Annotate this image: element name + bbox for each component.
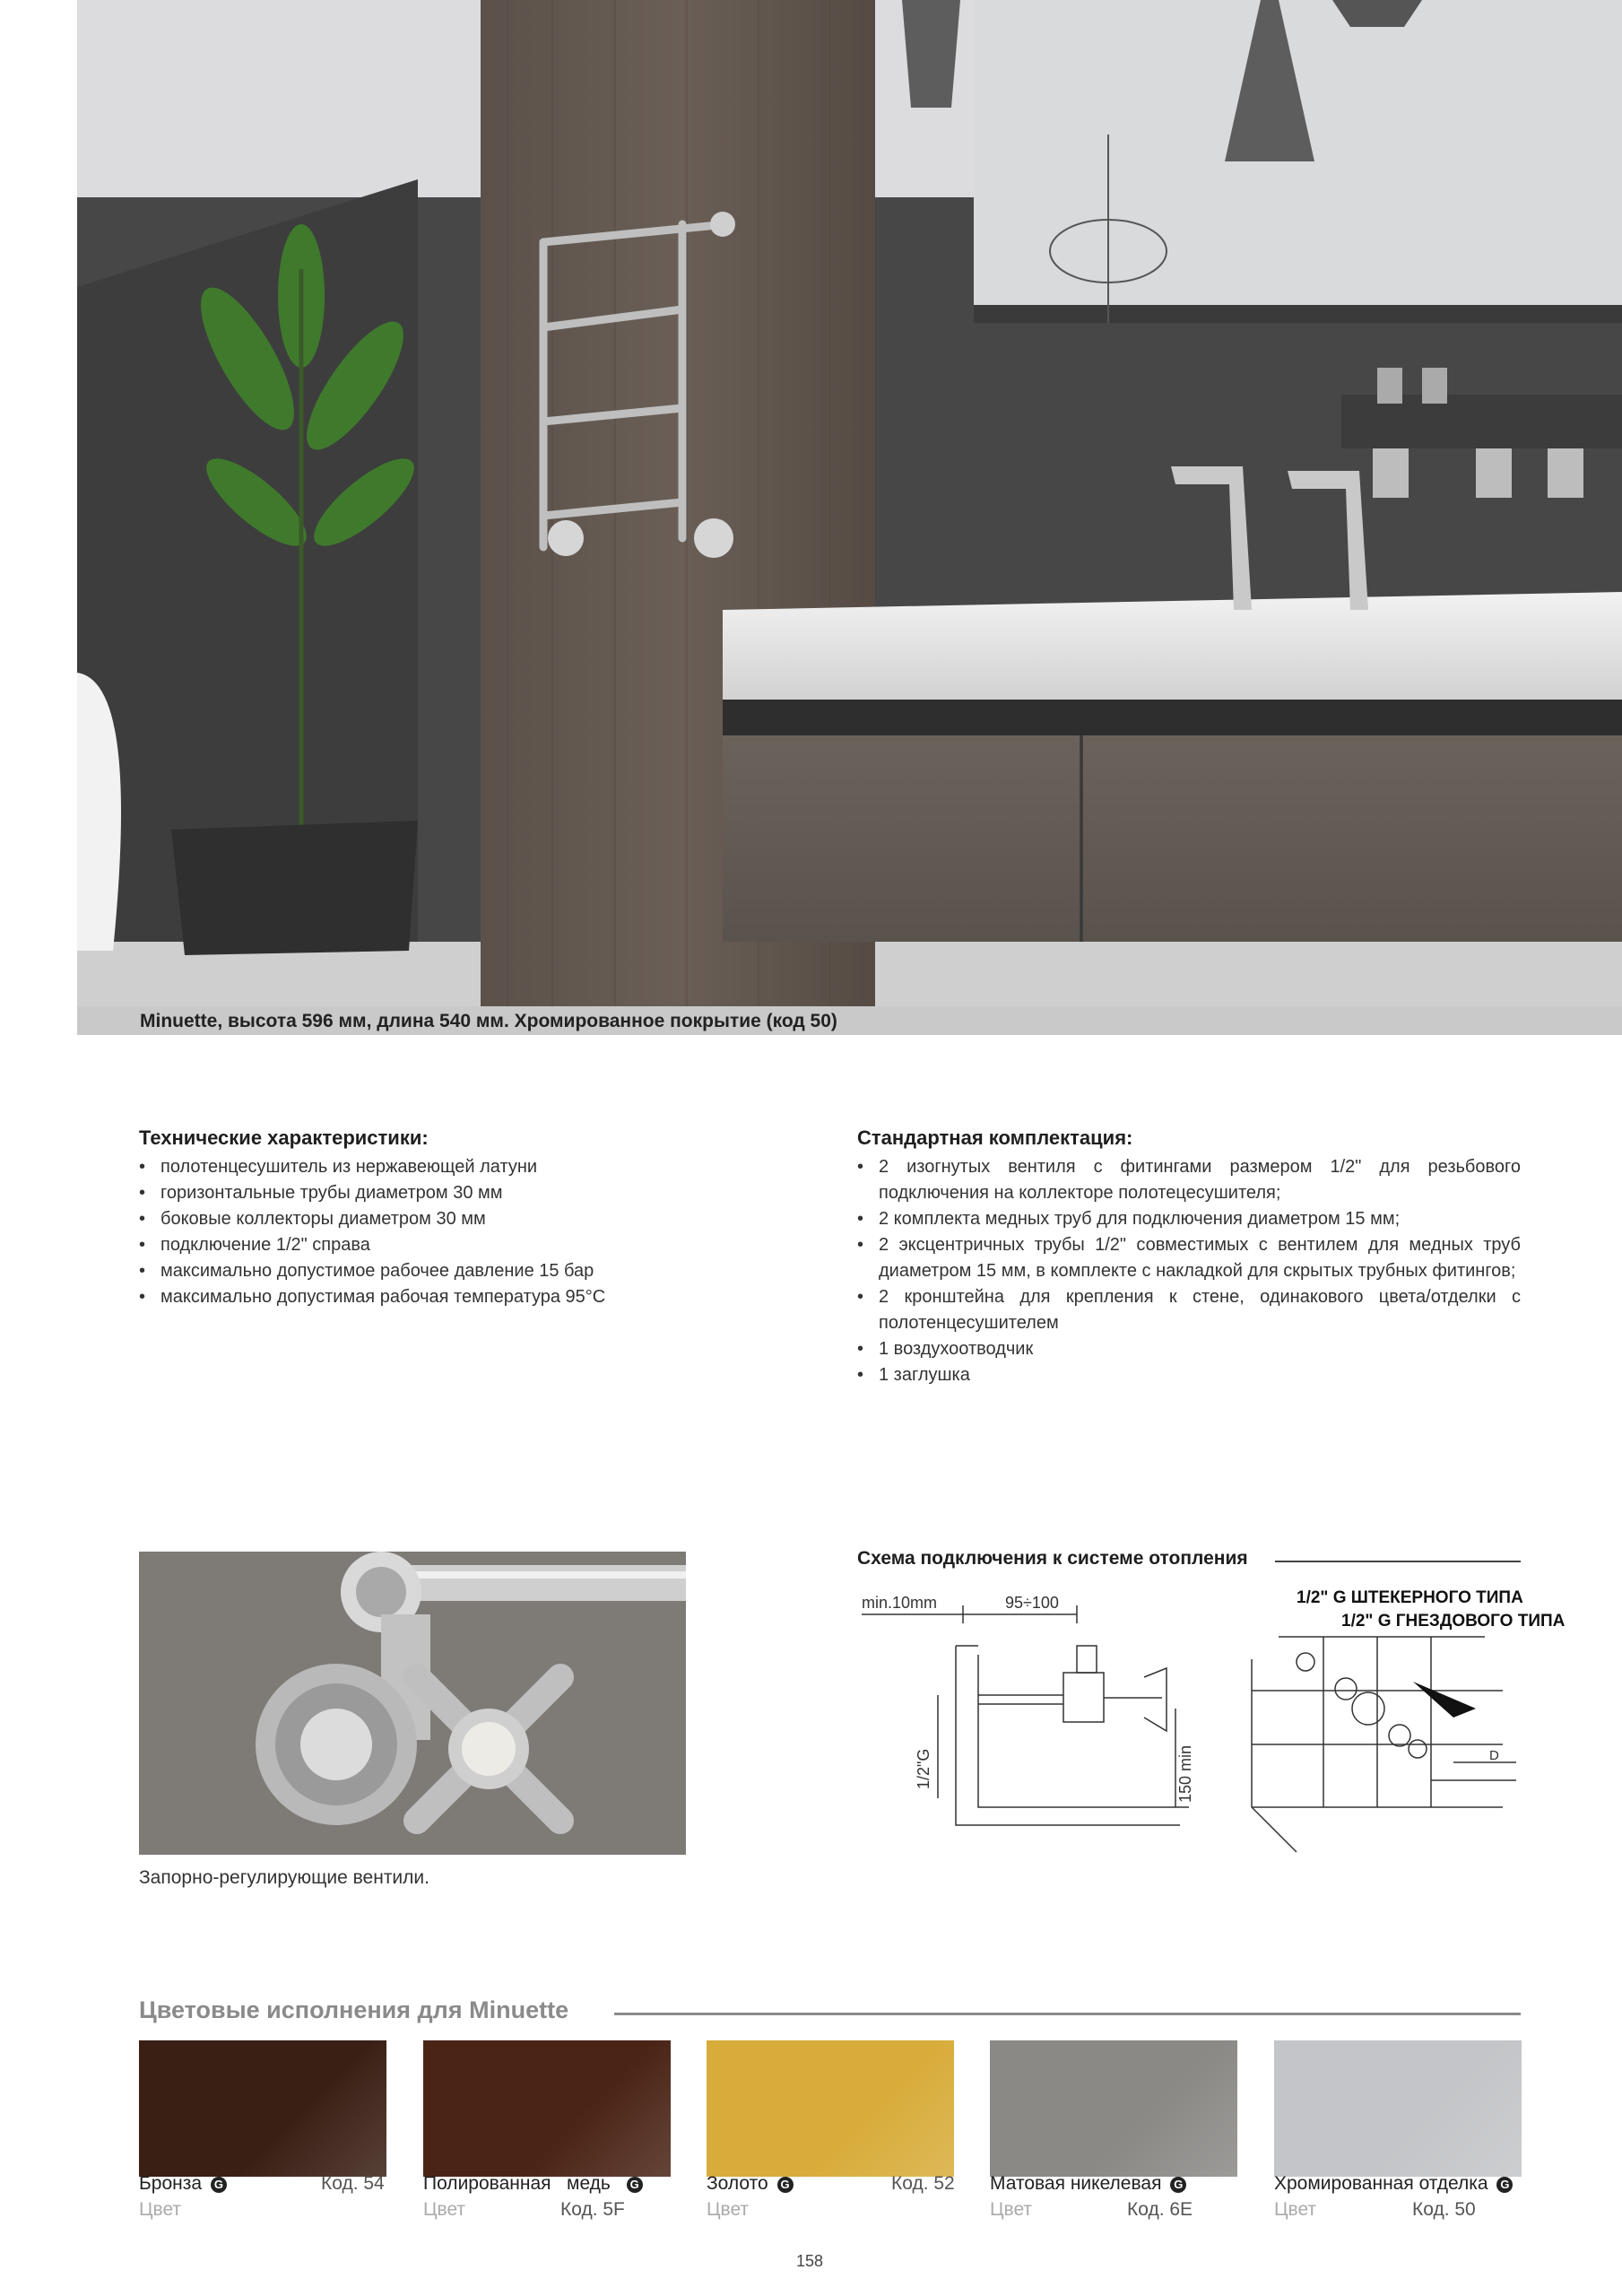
schema-drawing — [857, 1583, 1566, 1852]
schema-divider — [1275, 1561, 1521, 1562]
valve-photo — [139, 1552, 686, 1855]
colors-title: Цветовые исполнения для Minuette — [139, 1996, 569, 2023]
swatch-polished-copper — [423, 2040, 671, 2177]
swatch-name-text: Полированная медь — [423, 2173, 611, 2194]
swatch-gold — [707, 2040, 954, 2177]
schema-label-g: 1/2"G — [915, 1748, 932, 1789]
swatch-bronze — [139, 2040, 386, 2177]
list-item: • 1 воздухоотводчик — [857, 1336, 1521, 1362]
swatch-name — [423, 2173, 643, 2195]
technical-specs — [139, 1125, 695, 1310]
swatch-code: Код. 50 — [1412, 2199, 1476, 2220]
specs-list — [139, 1154, 695, 1310]
list-item: • горизонтальные трубы диаметром 30 мм — [139, 1180, 695, 1206]
swatch-chrome — [1274, 2040, 1522, 2177]
swatch-code: Код. 6E — [1127, 2199, 1193, 2220]
page-number: 158 — [796, 2252, 824, 2270]
hero-caption-bar — [77, 1006, 1622, 1035]
swatch-name — [139, 2173, 227, 2195]
swatch-sub: Цвет — [1274, 2199, 1317, 2220]
swatch-sub: Цвет — [990, 2199, 1033, 2220]
list-item: • максимально допустимая рабочая температура 95°C — [139, 1284, 695, 1310]
list-item: • подключение 1/2" справа — [139, 1232, 695, 1258]
swatch-code: Код. 5F — [560, 2199, 625, 2220]
specs-title: Технические характеристики: — [139, 1126, 429, 1149]
swatch-name-text: Матовая никелевая — [990, 2173, 1162, 2194]
swatch-sub: Цвет — [707, 2199, 750, 2220]
list-item: • полотенцесушитель из нержавеющей латуни — [139, 1154, 695, 1180]
schema-label-d: D — [1489, 1748, 1499, 1763]
swatch-sub: Цвет — [139, 2199, 182, 2220]
swatch-name — [990, 2173, 1186, 2195]
swatch-name — [1274, 2173, 1513, 2195]
schema-label-male: 1/2" G ШТЕКЕРНОГО ТИПА — [1297, 1588, 1523, 1607]
standard-kit — [857, 1125, 1521, 1388]
list-item: • 2 комплекта медных труб для подключения диаметром 15 мм; — [857, 1206, 1521, 1232]
swatch-name — [707, 2173, 794, 2195]
g-icon: G — [777, 2177, 794, 2193]
hero-caption: Minuette, высота 596 мм, длина 540 мм. Хромированное покрытие (код 50) — [140, 1011, 837, 1031]
schema-label-range: 95÷100 — [1005, 1594, 1059, 1612]
valve-caption: Запорно-регулирующие вентили. — [139, 1867, 429, 1888]
list-item: • 2 кронштейна для крепления к стене, одинакового цвета/отделки с полотенцесушителем — [857, 1284, 1521, 1336]
list-item: • 2 изогнутых вентиля с фитингами размером 1/2" для резьбового подключения на коллекторе полотецесушителя; — [857, 1154, 1521, 1206]
swatch-name-text: Бронза — [139, 2173, 203, 2194]
g-icon: G — [1496, 2177, 1513, 2193]
bathroom-illustration — [77, 0, 1622, 1006]
list-item: • максимально допустимое рабочее давление 15 бар — [139, 1258, 695, 1284]
g-icon: G — [1170, 2177, 1186, 2193]
list-item: • боковые коллекторы диаметром 30 мм — [139, 1206, 695, 1232]
swatch-matte-nickel — [990, 2040, 1237, 2177]
list-item: • 2 эксцентричных трубы 1/2" совместимых с вентилем для медных труб диаметром 15 мм, в комплекте с накладкой для скрытых трубных фитингов; — [857, 1232, 1521, 1284]
schema-label-150: 150 min — [1176, 1744, 1194, 1803]
g-icon: G — [211, 2177, 227, 2193]
schema-title: Схема подключения к системе отопления — [857, 1548, 1248, 1569]
g-icon: G — [627, 2177, 643, 2193]
kit-title: Стандартная комплектация: — [857, 1126, 1133, 1149]
hero-photo — [77, 0, 1622, 1006]
schema-label-min: min.10mm — [862, 1594, 938, 1612]
connection-schema — [857, 1583, 1566, 1852]
swatch-code: Код. 52 — [891, 2173, 955, 2194]
kit-list — [857, 1154, 1521, 1388]
swatch-sub: Цвет — [423, 2199, 466, 2220]
schema-label-female: 1/2" G ГНЕЗДОВОГО ТИПА — [1341, 1612, 1566, 1631]
list-item: • 1 заглушка — [857, 1362, 1521, 1388]
swatch-name-text: Хромированная отделка — [1274, 2173, 1488, 2194]
swatch-name-text: Золото — [707, 2173, 768, 2194]
valve-illustration — [139, 1552, 686, 1855]
swatch-code: Код. 54 — [321, 2173, 385, 2194]
colors-divider — [614, 2013, 1521, 2015]
